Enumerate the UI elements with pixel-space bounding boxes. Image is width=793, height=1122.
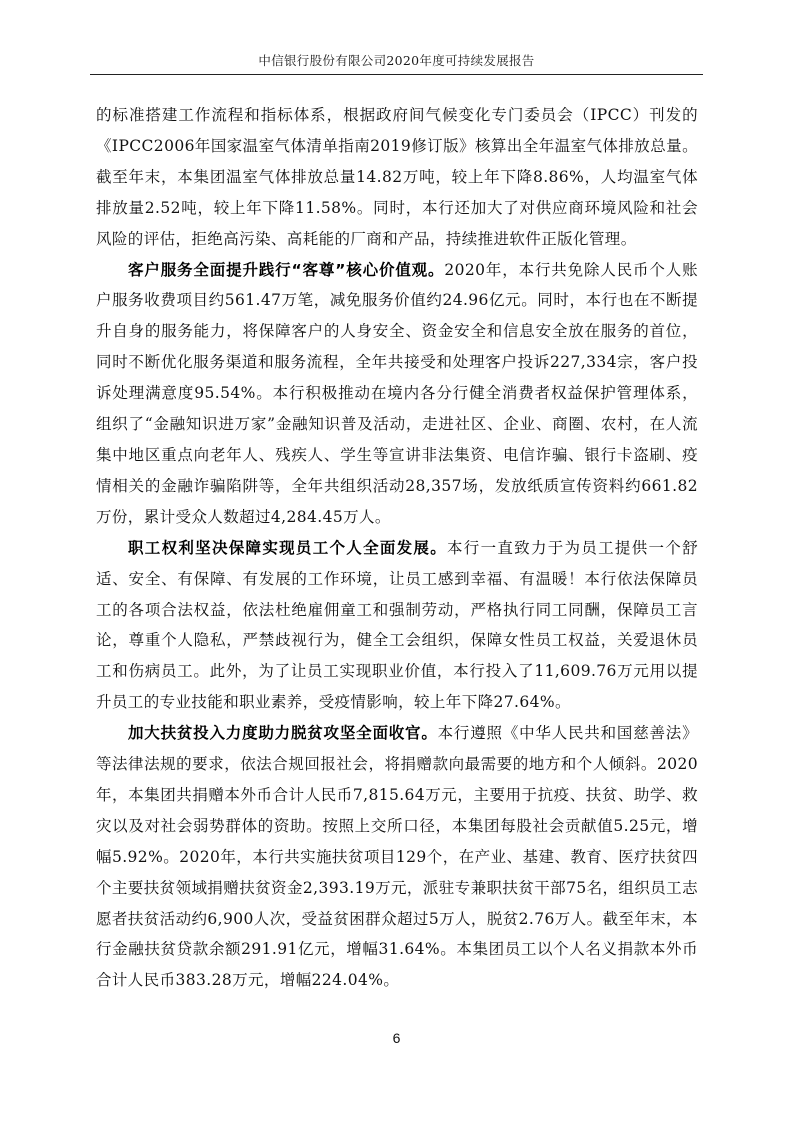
paragraph-heading: 加大扶贫投入力度助力脱贫攻坚全面收官。 [128,724,438,743]
paragraph-text: 本行遵照《中华人民共和国慈善法》等法律法规的要求，依法合规回报社会，将捐赠款向最需要的地方和个人倾斜。2020年，本集团共捐赠本外币合计人民币7,815.64万元，主要用于抗疫、扶贫、助学、救灾以及对社会弱势群体的资助。按照上交所口径，本集团每股社会贡献值5.25元，增幅5.92%。2020年，本行共实施扶贫项目129个，在产业、基建、教育、医疗扶贫四个主要扶贫领域捐赠扶贫资金2,393.19万元，派驻专兼职扶贫干部75名，组织员工志愿者扶贫活动约6,900人次，受益贫困群众超过5万人，脱贫2.76万人。截至年末，本行金融扶贫贷款余额291.91亿元，增幅31.64%。本集团员工以个人名义捐款本外币合计人民币383.28万元，增幅224.04%。 [96,724,698,990]
paragraph-poverty-alleviation [96,718,698,996]
paragraph-customer-service [96,255,698,533]
paragraph-text: 2020年，本行共免除人民币个人账户服务收费项目约561.47万笔，减免服务价值约24.96亿元。同时，本行也在不断提升自身的服务能力，将保障客户的人身安全、资金安全和信息安全放在服务的首位，同时不断优化服务渠道和服务流程，全年共接受和处理客户投诉227,334宗，客户投诉处理满意度95.54%。本行积极推动在境内各分行健全消费者权益保护管理体系，组织了“金融知识进万家”金融知识普及活动，走进社区、企业、商圈、农村，在人流集中地区重点向老年人、残疾人、学生等宣讲非法集资、电信诈骗、银行卡盗刷、疫情相关的金融诈骗陷阱等，全年共组织活动28,357场，发放纸质宣传资料约661.82万份，累计受众人数超过4,284.45万人。 [96,260,698,526]
paragraph-employee-rights [96,533,698,718]
paragraph-text: 的标准搭建工作流程和指标体系，根据政府间气候变化专门委员会（IPCC）刊发的《IPCC2006年国家温室气体清单指南2019修订版》核算出全年温室气体排放总量。截至年末，本集团温室气体排放总量14.82万吨，较上年下降8.86%，人均温室气体排放量2.52吨，较上年下降11.58%。同时，本行还加大了对供应商环境风险和社会风险的评估，拒绝高污染、高耗能的厂商和产品，持续推进软件正版化管理。 [96,106,698,248]
body-text [96,100,698,996]
paragraph-emissions [96,100,698,255]
paragraph-heading: 客户服务全面提升践行“客尊”核心价值观。 [128,260,445,279]
paragraph-heading: 职工权利坚决保障实现员工个人全面发展。 [128,538,448,557]
page-number: 6 [392,1030,401,1046]
paragraph-text: 本行一直致力于为员工提供一个舒适、安全、有保障、有发展的工作环境，让员工感到幸福、有温暖！本行依法保障员工的各项合法权益，依法杜绝雇佣童工和强制劳动，严格执行同工同酬，保障员工言论，尊重个人隐私，严禁歧视行为，健全工会组织，保障女性员工权益，关爱退休员工和伤病员工。此外，为了让员工实现职业价值，本行投入了11,609.76万元用以提升员工的专业技能和职业素养，受疫情影响，较上年下降27.64%。 [96,538,698,712]
running-header: 中信银行股份有限公司2020年度可持续发展报告 [258,53,535,68]
header-rule [90,74,703,75]
